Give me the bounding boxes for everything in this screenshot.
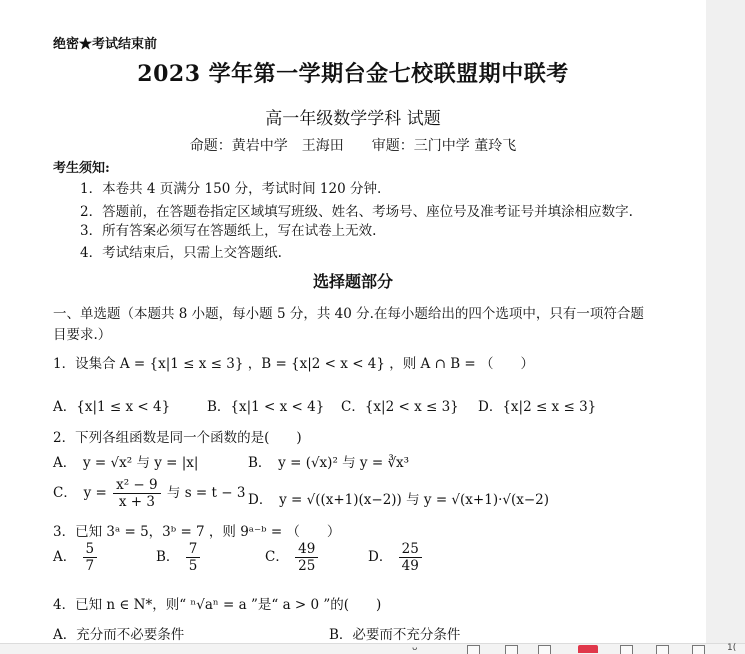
fraction-denominator: x + 3 (118, 494, 155, 510)
question-3-option-c (265, 541, 320, 574)
notice-item: 3．所有答案必须写在答题纸上，写在试卷上无效. (80, 223, 377, 239)
pdf-export-icon[interactable] (578, 645, 598, 653)
secret-label: 绝密★考试结束前 (53, 37, 158, 52)
question-1-option-a: A．{x|1 ≤ x < 4} (53, 399, 171, 415)
exam-title: 2023 学年第一学期台金七校联盟期中联考 (137, 61, 569, 87)
fraction-numerator: 49 (295, 541, 318, 558)
section-instruction-cont: 目要求.） (53, 327, 112, 343)
fraction-denominator: 5 (188, 558, 198, 574)
question-3-option-b (156, 541, 202, 574)
status-sign-glyph: ᴗ (412, 643, 418, 653)
option-fraction (83, 541, 98, 574)
option-label: B． (156, 549, 180, 565)
notice-item: 2．答题前，在答题卷指定区域填写班级、姓名、考场号、座位号及准考证号并填涂相应数字. (80, 204, 633, 220)
question-3-stem: 3．已知 3ᵃ = 5，3ᵇ = 7 ，则 9ᵃ⁻ᵇ = （ ） (53, 524, 341, 540)
scroll-gutter[interactable] (706, 0, 745, 653)
question-2-fraction (113, 477, 161, 510)
authors-line: 命题：黄岩中学 王海田 审题：三门中学 董玲飞 (189, 138, 517, 154)
notice-heading: 考生须知: (53, 161, 110, 176)
question-2-option-c (53, 477, 245, 510)
section-title: 选择题部分 (312, 272, 393, 291)
question-2-option-c-label: C． y = (53, 485, 107, 501)
exam-subtitle: 高一年级数学学科 试题 (265, 109, 441, 129)
question-4-option-b: B．必要而不充分条件 (329, 627, 461, 643)
option-fraction (186, 541, 201, 574)
zoom-level[interactable]: 1( (727, 643, 737, 653)
question-3-option-d (368, 541, 424, 574)
question-4-option-a: A．充分而不必要条件 (53, 627, 185, 643)
question-2-option-d: D． y = √((x+1)(x−2)) 与 y = √(x+1)·√(x−2) (248, 492, 550, 508)
option-label: C． (265, 549, 289, 565)
fraction-numerator: x² − 9 (113, 477, 161, 494)
question-2-option-c-tail: 与 s = t − 3 (166, 485, 246, 501)
option-label: A． (53, 549, 77, 565)
question-2-stem: 2．下列各组函数是同一个函数的是( ) (53, 430, 302, 446)
notice-item: 1．本卷共 4 页满分 150 分，考试时间 120 分钟. (80, 181, 382, 197)
section-instruction: 一、单选题（本题共 8 小题，每小题 5 分，共 40 分.在每小题给出的四个选项中，只有一项符合题 (53, 306, 644, 322)
notice-item: 4．考试结束后，只需上交答题纸. (80, 245, 282, 261)
question-1-option-c: C．{x|2 < x ≤ 3} (341, 399, 459, 415)
question-2-option-b: B． y = (√x)² 与 y = ∛x³ (248, 455, 410, 471)
option-fraction (295, 541, 318, 574)
status-bar (0, 643, 745, 654)
question-2-option-a: A． y = √x² 与 y = |x| (53, 455, 199, 471)
option-fraction (399, 541, 422, 574)
question-1-option-d: D．{x|2 ≤ x ≤ 3} (478, 399, 597, 415)
fraction-denominator: 7 (85, 558, 95, 574)
question-1-stem: 1．设集合 A = {x|1 ≤ x ≤ 3} ，B = {x|2 < x < 4} ，则 A ∩ B = （ ） (53, 356, 535, 372)
question-1-option-b: B．{x|1 < x < 4} (207, 399, 325, 415)
question-4-stem: 4．已知 n ∈ N*，则“ ⁿ√aⁿ = a ”是“ a > 0 ”的( ) (53, 597, 382, 613)
fraction-numerator: 25 (399, 541, 422, 558)
question-3-option-a (53, 541, 99, 574)
fraction-numerator: 7 (186, 541, 201, 558)
fraction-denominator: 25 (298, 558, 316, 574)
fraction-denominator: 49 (401, 558, 419, 574)
option-label: D． (368, 549, 393, 565)
fraction-numerator: 5 (83, 541, 98, 558)
